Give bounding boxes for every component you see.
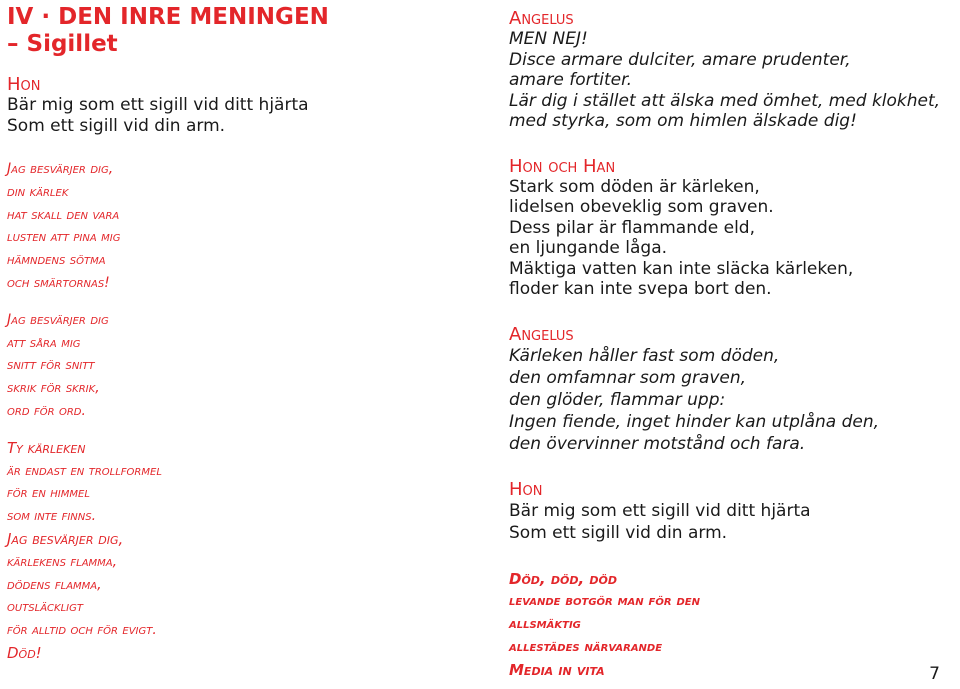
verse-line: Bär mig som ett sigill vid ditt hjärta bbox=[7, 95, 309, 115]
verse-line: Stark som döden är kärleken, bbox=[509, 176, 760, 197]
angelus-verse-1 bbox=[509, 8, 954, 132]
verse-line: Disce armare dulciter, amare prudenter, bbox=[509, 49, 851, 70]
chant-line: för alltid och för evigt. bbox=[7, 622, 157, 639]
page-title bbox=[7, 4, 477, 58]
left-column bbox=[7, 0, 477, 665]
verse-line: Mäktiga vatten kan inte släcka kärleken, bbox=[509, 258, 854, 279]
chant-line: dödens flamma, bbox=[7, 576, 102, 593]
verse-line: med styrka, som om himlen älskade dig! bbox=[509, 111, 857, 131]
chant-2 bbox=[7, 309, 477, 423]
verse-line: Kärleken håller fast som döden, bbox=[509, 345, 780, 366]
title-line-1: IV · DEN INRE MENINGEN bbox=[7, 4, 329, 30]
hon-verse bbox=[7, 74, 477, 136]
verse-line: den övervinner motstånd och fara. bbox=[509, 433, 806, 454]
verse-line: den glöder, flammar upp: bbox=[509, 389, 726, 410]
speaker-hon: Hon bbox=[509, 478, 543, 500]
chant-line: är endast en trollformel bbox=[7, 462, 162, 479]
chant-line: levande botgör man för den bbox=[509, 593, 700, 610]
chant-line: kärlekens flamma, bbox=[7, 553, 118, 570]
chant-line: Ty kärleken bbox=[7, 438, 86, 457]
verse-line: Ingen fiende, inget hinder kan utplåna den, bbox=[509, 411, 880, 432]
verse-line: MEN NEJ! bbox=[509, 29, 588, 49]
speaker-angelus: Angelus bbox=[509, 323, 574, 345]
verse-line: lidelsen obeveklig som graven. bbox=[509, 197, 774, 217]
verse-line: Bär mig som ett sigill vid ditt hjärta bbox=[509, 500, 811, 521]
verse-line: amare fortiter. bbox=[509, 70, 632, 90]
speaker-hon: Hon bbox=[7, 74, 41, 95]
chant-line: Jag besvärjer dig, bbox=[7, 161, 114, 177]
chant-line: att såra mig bbox=[7, 334, 81, 351]
chant-line: ord för ord. bbox=[7, 402, 86, 419]
title-line-2: – Sigillet bbox=[7, 31, 118, 57]
chant-line: Jag besvärjer dig, bbox=[7, 529, 124, 548]
chant-1 bbox=[7, 158, 477, 295]
chant-line: Jag besvärjer dig bbox=[7, 311, 109, 328]
page-number: 7 bbox=[929, 664, 940, 684]
chant-line: lusten att pina mig bbox=[7, 229, 121, 246]
chant-line: allsmäktig bbox=[509, 616, 581, 633]
chant-line: allestädes närvarande bbox=[509, 638, 663, 655]
chant-line: hämndens sötma bbox=[7, 252, 106, 269]
chant-line: skrik för skrik, bbox=[7, 380, 100, 397]
right-column bbox=[509, 0, 954, 681]
final-chant bbox=[509, 568, 954, 682]
verse-line: den omfamnar som graven, bbox=[509, 367, 747, 388]
chant-line: din kärlek bbox=[7, 183, 69, 200]
chant-line: och smärtornas! bbox=[7, 274, 110, 291]
chant-line: snitt för snitt bbox=[7, 357, 95, 374]
chant-line: hat skall den vara bbox=[7, 206, 120, 223]
verse-line: Som ett sigill vid din arm. bbox=[7, 115, 226, 136]
verse-line: floder kan inte svepa bort den. bbox=[509, 279, 772, 299]
verse-line: Dess pilar är flammande eld, bbox=[509, 217, 755, 238]
chant-line: Media in vita bbox=[509, 660, 605, 679]
hon-verse-2 bbox=[509, 479, 954, 544]
chant-line: som inte finns. bbox=[7, 508, 97, 525]
angelus-verse-2 bbox=[509, 324, 954, 455]
chant-4 bbox=[7, 528, 477, 665]
speaker-hon-och-han: Hon och Han bbox=[509, 155, 616, 177]
verse-line: Lär dig i stället att älska med ömhet, med klokhet, bbox=[509, 90, 941, 111]
verse-line: Som ett sigill vid din arm. bbox=[509, 522, 728, 543]
chant-line: Död, död, död bbox=[509, 569, 617, 588]
speaker-angelus: Angelus bbox=[509, 8, 574, 29]
verse-line: en ljungande låga. bbox=[509, 238, 668, 258]
chant-line: Död! bbox=[7, 643, 42, 662]
chant-line: outsläckligt bbox=[7, 599, 83, 616]
chant-3 bbox=[7, 437, 477, 528]
hon-och-han-verse bbox=[509, 156, 954, 300]
chant-line: för en himmel bbox=[7, 485, 90, 502]
